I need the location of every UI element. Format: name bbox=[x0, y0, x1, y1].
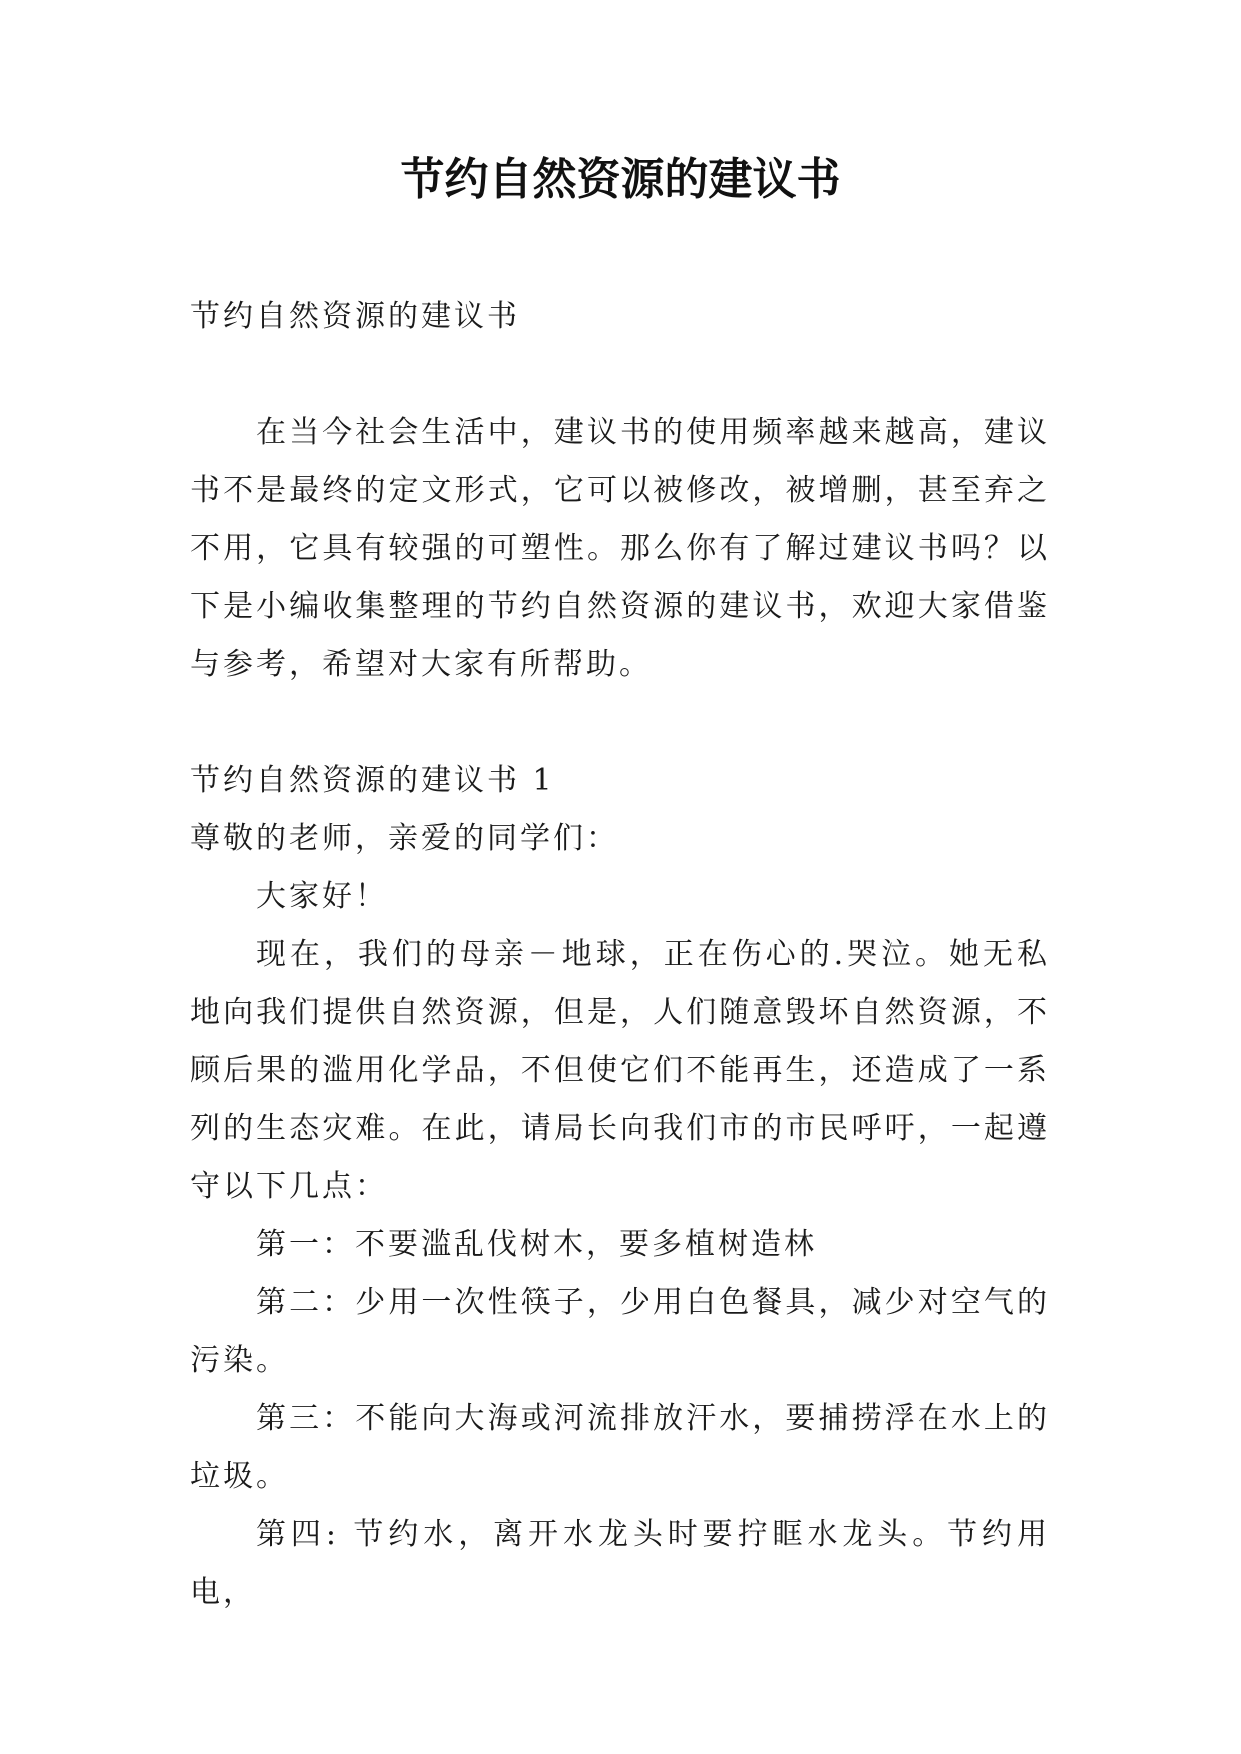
body-paragraph: 现在，我们的母亲－地球，正在伤心的.哭泣。她无私地向我们提供自然资源，但是，人们随意毁坏自然资源，不顾后果的滥用化学品，不但使它们不能再生，还造成了一系列的生态灾难。在此，请局长向我们市的市民呼吁，一起遵守以下几点： bbox=[190, 937, 1050, 1204]
document-subtitle: 节约自然资源的建议书 bbox=[190, 299, 520, 334]
greeting: 大家好！ bbox=[256, 879, 388, 914]
spacer bbox=[190, 694, 1050, 752]
spacer bbox=[190, 346, 1050, 404]
salutation: 尊敬的老师，亲爱的同学们： bbox=[190, 821, 619, 856]
document-body bbox=[190, 288, 1050, 1622]
intro-paragraph: 在当今社会生活中，建议书的使用频率越来越高，建议书不是最终的定文形式，它可以被修改，被增删，甚至弃之不用，它具有较强的可塑性。那么你有了解过建议书吗？以下是小编收集整理的节约自然资源的建议书，欢迎大家借鉴与参考，希望对大家有所帮助。 bbox=[190, 415, 1050, 682]
body-paragraph: 第二：少用一次性筷子，少用白色餐具，减少对空气的污染。 bbox=[190, 1285, 1050, 1378]
body-paragraph: 第一：不要滥乱伐树木，要多植树造林 bbox=[256, 1227, 817, 1262]
section-heading: 节约自然资源的建议书 1 bbox=[190, 763, 555, 798]
body-paragraph: 第三：不能向大海或河流排放汗水，要捕捞浮在水上的垃圾。 bbox=[190, 1401, 1050, 1494]
document-title: 节约自然资源的建议书 bbox=[400, 154, 841, 205]
body-paragraph: 第四: 节约水，离开水龙头时要拧眶水龙头。节约用电， bbox=[190, 1517, 1050, 1610]
